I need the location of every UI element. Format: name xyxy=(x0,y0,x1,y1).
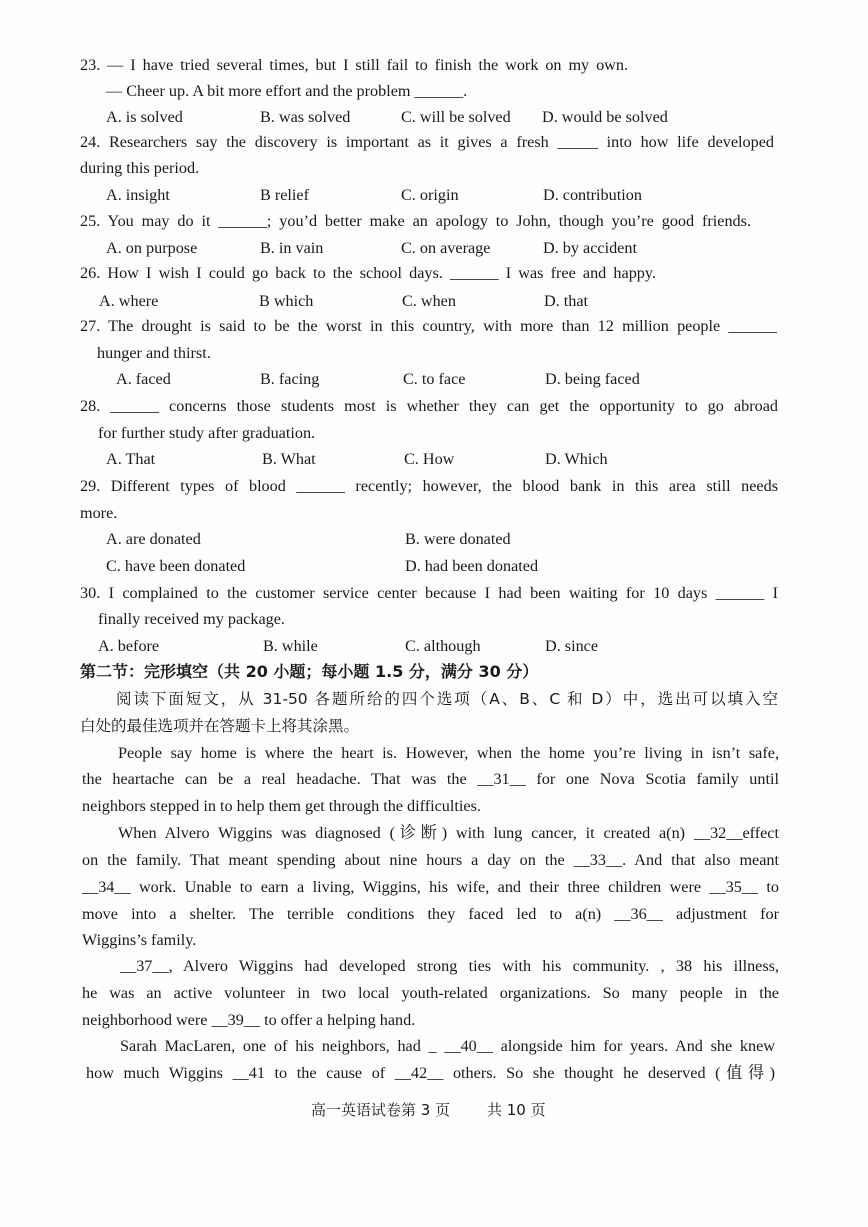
passage-p3-line3: neighborhood were __39__ to offer a helping hand. xyxy=(82,1011,416,1029)
footer-total-pages: 共 10 页 xyxy=(487,1101,546,1119)
q29-option-d: D. had been donated xyxy=(405,557,539,575)
q28-option-a: A. That xyxy=(106,450,156,468)
question-27-stem: 27. The drought is said to be the worst in this country, with more than 12 million people ______ xyxy=(80,317,777,335)
q24-option-a: A. insight xyxy=(106,186,170,204)
section-2-instructions-cont: 白处的最佳选项并在答题卡上将其涂黑。 xyxy=(80,717,360,735)
q29-option-a: A. are donated xyxy=(106,530,201,548)
q27-option-a: A. faced xyxy=(116,370,171,388)
question-24-stem-cont: during this period. xyxy=(80,159,200,177)
question-27-stem-cont: hunger and thirst. xyxy=(97,344,211,362)
question-29-stem: 29. Different types of blood ______ recently; however, the blood bank in this area still needs xyxy=(80,477,778,495)
q27-option-d: D. being faced xyxy=(545,370,640,388)
passage-p2-line2: on the family. That meant spending about nine hours a day on the __33__. And that also meant xyxy=(82,851,779,869)
q26-option-a: A. where xyxy=(99,292,159,310)
q23-option-d: D. would be solved xyxy=(542,108,668,126)
q23-option-b: B. was solved xyxy=(260,108,351,126)
q24-option-c: C. origin xyxy=(401,186,459,204)
passage-p4-line2: how much Wiggins __41 to the cause of __42__ others. So she thought he deserved (值得) xyxy=(86,1064,775,1082)
q24-option-b: B relief xyxy=(260,186,309,204)
question-26-stem: 26. How I wish I could go back to the school days. ______ I was free and happy. xyxy=(80,264,656,282)
passage-p2-line3: __34__ work. Unable to earn a living, Wiggins, his wife, and their three children were __35__ to xyxy=(82,878,779,896)
q26-option-d: D. that xyxy=(544,292,589,310)
question-28-stem: 28. ______ concerns those students most is whether they can get the opportunity to go abroad xyxy=(80,397,778,415)
question-30-stem: 30. I complained to the customer service center because I had been waiting for 10 days ______ I xyxy=(80,584,778,602)
section-2-instructions: 阅读下面短文，从 31-50 各题所给的四个选项（A、B、C 和 D）中，选出可以填入空 xyxy=(116,690,778,708)
q29-option-b: B. were donated xyxy=(405,530,511,548)
question-29-stem-cont: more. xyxy=(80,504,118,522)
question-30-stem-cont: finally received my package. xyxy=(98,610,285,628)
q30-option-c: C. although xyxy=(405,637,481,655)
q30-option-b: B. while xyxy=(263,637,318,655)
q26-option-b: B which xyxy=(259,292,314,310)
question-24-stem: 24. Researchers say the discovery is important as it gives a fresh _____ into how life developed xyxy=(80,133,774,151)
footer-page-number: 高一英语试卷第 3 页 xyxy=(311,1101,451,1119)
q24-option-d: D. contribution xyxy=(543,186,642,204)
q23-option-a: A. is solved xyxy=(106,108,183,126)
q28-option-b: B. What xyxy=(262,450,316,468)
passage-p2-line5: Wiggins’s family. xyxy=(82,931,197,949)
question-25-stem: 25. You may do it ______; you’d better make an apology to John, though you’re good friends. xyxy=(80,212,751,230)
passage-p1-line3: neighbors stepped in to help them get through the difficulties. xyxy=(82,797,481,815)
passage-p4-line1: Sarah MacLaren, one of his neighbors, had _ __40__ alongside him for years. And she knew xyxy=(120,1037,775,1055)
passage-p3-line2: he was an active volunteer in two local youth-related organizations. So many people in the xyxy=(82,984,779,1002)
q23-option-c: C. will be solved xyxy=(401,108,511,126)
q28-option-c: C. How xyxy=(404,450,455,468)
question-23-stem: 23. — I have tried several times, but I still fail to finish the work on my own. xyxy=(80,56,628,74)
passage-p3-line1: __37__, Alvero Wiggins had developed strong ties with his community. , 38 his illness, xyxy=(120,957,779,975)
passage-p2-line4: move into a shelter. The terrible conditions they faced led to a(n) __36__ adjustment for xyxy=(82,905,779,923)
passage-p1-line2: the heartache can be a real headache. That was the __31__ for one Nova Scotia family until xyxy=(82,770,779,788)
q30-option-a: A. before xyxy=(98,637,160,655)
q27-option-c: C. to face xyxy=(403,370,466,388)
question-23-dialog: — Cheer up. A bit more effort and the problem ______. xyxy=(106,82,468,100)
passage-p2-line1: When Alvero Wiggins was diagnosed (诊断) with lung cancer, it created a(n) __32__effect xyxy=(118,824,779,842)
q27-option-b: B. facing xyxy=(260,370,320,388)
question-28-stem-cont: for further study after graduation. xyxy=(98,424,316,442)
q29-option-c: C. have been donated xyxy=(106,557,246,575)
q25-option-c: C. on average xyxy=(401,239,491,257)
section-2-heading: 第二节：完形填空（共 20 小题；每小题 1.5 分，满分 30 分） xyxy=(80,662,539,681)
passage-p1-line1: People say home is where the heart is. However, when the home you’re living in isn’t safe, xyxy=(118,744,779,762)
q25-option-d: D. by accident xyxy=(543,239,637,257)
q25-option-a: A. on purpose xyxy=(106,239,198,257)
q26-option-c: C. when xyxy=(402,292,456,310)
q28-option-d: D. Which xyxy=(545,450,608,468)
q30-option-d: D. since xyxy=(545,637,599,655)
q25-option-b: B. in vain xyxy=(260,239,324,257)
